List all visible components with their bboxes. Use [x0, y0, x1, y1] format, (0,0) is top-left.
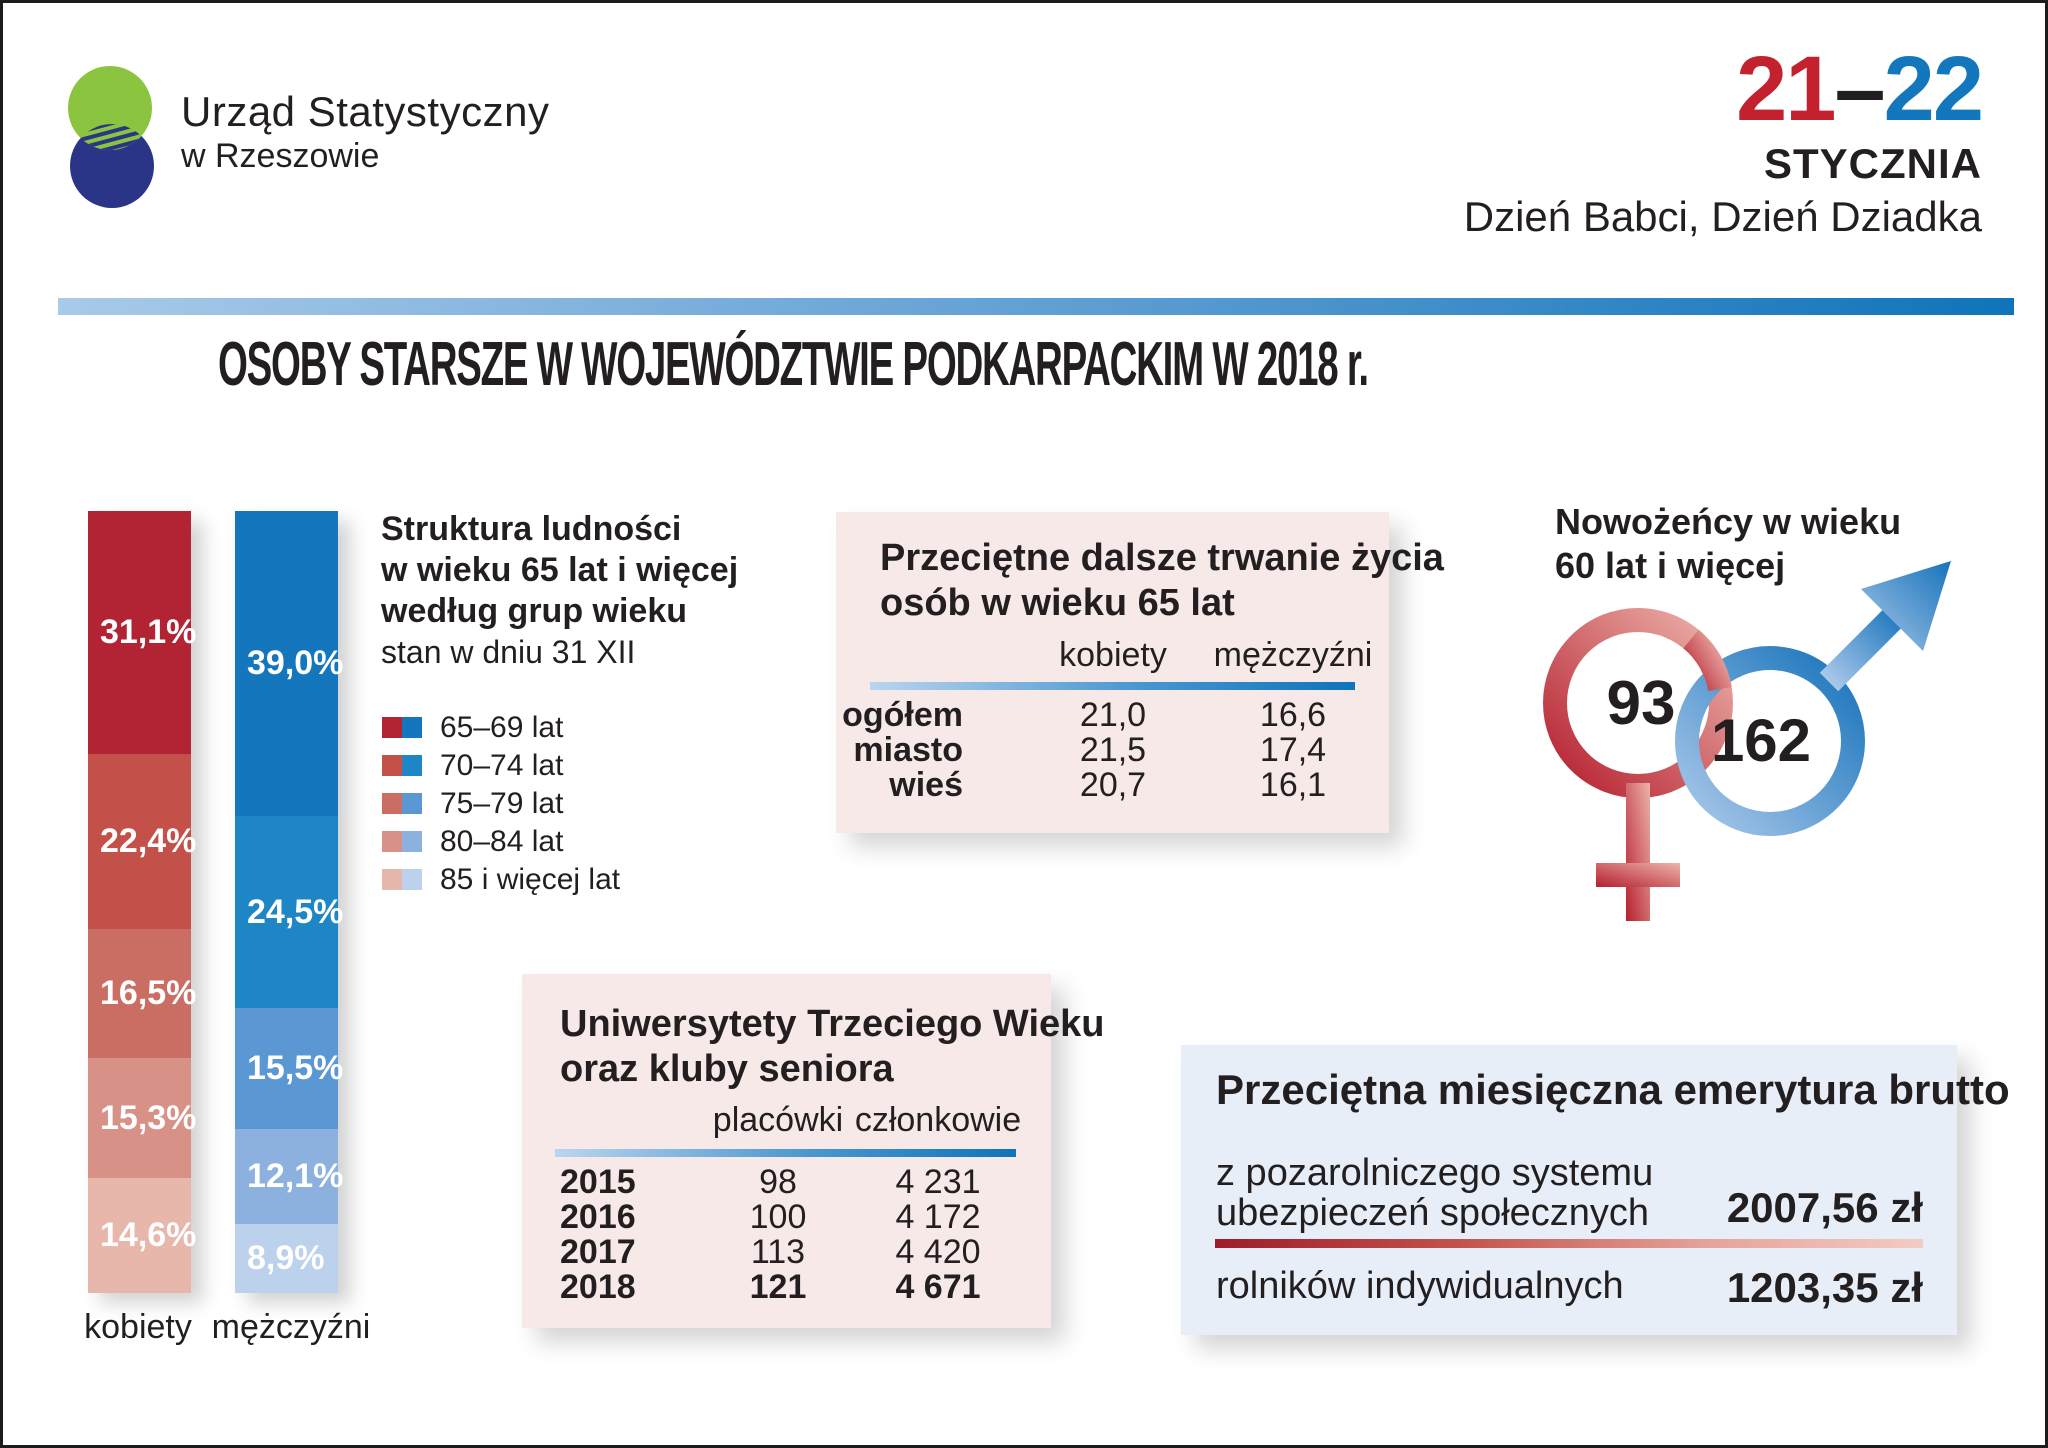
logo-name: Urząd Statystyczny — [181, 88, 550, 135]
pension-title: Przeciętna miesięczna emerytura brutto — [1216, 1066, 2010, 1113]
bar-segment-m-65-69 — [235, 511, 344, 816]
life-row-label: ogółem — [842, 696, 963, 734]
universities-members: 4 671 — [895, 1268, 981, 1306]
life-expectancy-title — [880, 536, 1444, 626]
legend-label: 75–79 lat — [440, 786, 564, 820]
stacked-bar-males — [235, 511, 344, 1293]
bar-segment-label: 24,5% — [247, 892, 344, 931]
legend-item-85plus — [382, 862, 621, 896]
universities-title-line2: oraz kluby seniora — [560, 1048, 894, 1090]
life-expectancy-title-line2: osób w wieku 65 lat — [880, 582, 1235, 624]
life-value: 16,1 — [1259, 766, 1327, 804]
stacked-bar-females — [88, 511, 197, 1293]
statistical-office-logo-icon — [58, 61, 168, 231]
age-structure-title-line3: według grup wieku — [381, 592, 688, 630]
date-occasion: Dzień Babci, Dzień Dziadka — [1463, 193, 1982, 240]
universities-members: 4 172 — [895, 1198, 981, 1236]
bar-segment-label: 15,3% — [100, 1098, 197, 1137]
date-day2: 22 — [1883, 38, 1982, 140]
bar-segment-label: 14,6% — [100, 1216, 197, 1254]
life-value: 17,4 — [1259, 731, 1327, 769]
pension-row2-label: rolników indywidualnych — [1216, 1265, 1624, 1307]
bar-segment-m-75-79 — [235, 1008, 344, 1129]
date-days — [1464, 38, 1982, 140]
universities-facilities: 100 — [749, 1198, 807, 1236]
universities-year: 2015 — [560, 1163, 636, 1201]
logo-city: w Rzeszowie — [181, 137, 380, 175]
legend-item-75-79 — [382, 786, 564, 820]
bar-segment-label: 22,4% — [100, 822, 197, 860]
legend-swatch-red — [382, 869, 402, 890]
date-day1: 21 — [1736, 38, 1835, 140]
bar-segment-label: 8,9% — [247, 1239, 325, 1277]
age-structure-note: stan w dniu 31 XII — [381, 634, 636, 670]
universities-title — [560, 1002, 1105, 1092]
age-structure-title-line1: Struktura ludności — [381, 510, 682, 548]
pension-row2-value: 1203,35 zł — [1726, 1264, 1923, 1311]
universities-table-rule — [555, 1149, 1016, 1157]
legend-item-70-74 — [382, 748, 564, 782]
life-row-label: miasto — [853, 731, 963, 769]
legend-label: 85 i więcej lat — [440, 862, 621, 896]
legend-swatch-red — [382, 717, 402, 738]
bar-segment-m-85plus — [235, 1224, 338, 1293]
newlyweds-title-line1: Nowożeńcy w wieku — [1555, 501, 1902, 542]
legend-item-80-84 — [382, 824, 564, 858]
legend-swatch-red — [382, 831, 402, 852]
page-title: OSOBY STARSZE W WOJEWÓDZTWIE PODKARPACKIM W 2018 r. — [218, 330, 1368, 399]
age-structure-title — [381, 509, 738, 632]
legend-swatch-blue — [402, 717, 422, 738]
pension-divider-rule — [1215, 1239, 1923, 1248]
date-month: STYCZNIA — [1764, 140, 1982, 187]
bar-segment-label: 16,5% — [100, 974, 197, 1012]
universities-members: 4 420 — [895, 1233, 981, 1271]
universities-col-placowki: placówki — [712, 1101, 844, 1139]
life-expectancy-title-line1: Przeciętne dalsze trwanie życia — [880, 537, 1444, 579]
life-value: 16,6 — [1259, 696, 1327, 734]
bar-segment-label: 31,1% — [100, 613, 197, 651]
bar-segment-f-70-74 — [88, 754, 197, 929]
bar-segment-label: 12,1% — [247, 1157, 344, 1195]
universities-col-czlonkowie: członkowie — [854, 1101, 1022, 1139]
life-col-kobiety: kobiety — [1059, 636, 1167, 674]
universities-year: 2016 — [560, 1198, 636, 1236]
universities-year: 2018 — [560, 1268, 636, 1306]
newlyweds-women-count: 93 — [1606, 669, 1676, 738]
life-row-label: wieś — [889, 766, 963, 804]
bar-caption-males: mężczyźni — [211, 1308, 371, 1346]
life-value: 21,0 — [1079, 696, 1147, 734]
bar-segment-f-85plus — [88, 1178, 197, 1293]
universities-title-line1: Uniwersytety Trzeciego Wieku — [560, 1003, 1105, 1045]
legend-swatch-blue — [402, 831, 422, 852]
universities-members: 4 231 — [895, 1163, 981, 1201]
legend-swatch-blue — [402, 869, 422, 890]
bar-segment-f-65-69 — [88, 511, 197, 754]
bar-caption-females: kobiety — [84, 1308, 192, 1346]
universities-facilities: 113 — [750, 1233, 806, 1271]
legend-label: 70–74 lat — [440, 748, 564, 782]
pension-row1-label-line1: z pozarolniczego systemu — [1216, 1152, 1654, 1194]
pension-row1-label-line2: ubezpieczeń społecznych — [1216, 1192, 1650, 1234]
life-col-mezczyzni: mężczyźni — [1213, 636, 1373, 674]
newlyweds-men-count: 162 — [1710, 707, 1812, 774]
legend-item-65-69 — [382, 710, 564, 744]
header-gradient-rule — [58, 298, 2014, 315]
date-badge — [1463, 38, 1982, 241]
pension-row1-value: 2007,56 zł — [1726, 1184, 1923, 1231]
universities-facilities: 98 — [759, 1163, 797, 1201]
legend-label: 80–84 lat — [440, 824, 564, 858]
bar-segment-label: 15,5% — [247, 1049, 344, 1087]
universities-facilities: 121 — [749, 1268, 807, 1306]
legend-swatch-red — [382, 755, 402, 776]
newlyweds-title-line2: 60 lat i więcej — [1555, 545, 1786, 586]
life-table-rule — [870, 682, 1355, 690]
universities-year: 2017 — [560, 1233, 636, 1271]
bar-segment-f-80-84 — [88, 1058, 197, 1178]
life-value: 20,7 — [1079, 766, 1147, 804]
age-structure-title-line2: w wieku 65 lat i więcej — [381, 551, 739, 589]
life-value: 21,5 — [1079, 731, 1147, 769]
legend-label: 65–69 lat — [440, 710, 564, 744]
bar-segment-label: 39,0% — [247, 644, 344, 682]
pension-row1-label — [1216, 1153, 1653, 1233]
bar-segment-m-80-84 — [235, 1129, 344, 1224]
legend-swatch-blue — [402, 793, 422, 814]
legend-swatch-red — [382, 793, 402, 814]
legend-swatch-blue — [402, 755, 422, 776]
bar-segment-f-75-79 — [88, 929, 197, 1058]
bar-segment-m-70-74 — [235, 816, 344, 1008]
date-separator: – — [1834, 38, 1884, 140]
